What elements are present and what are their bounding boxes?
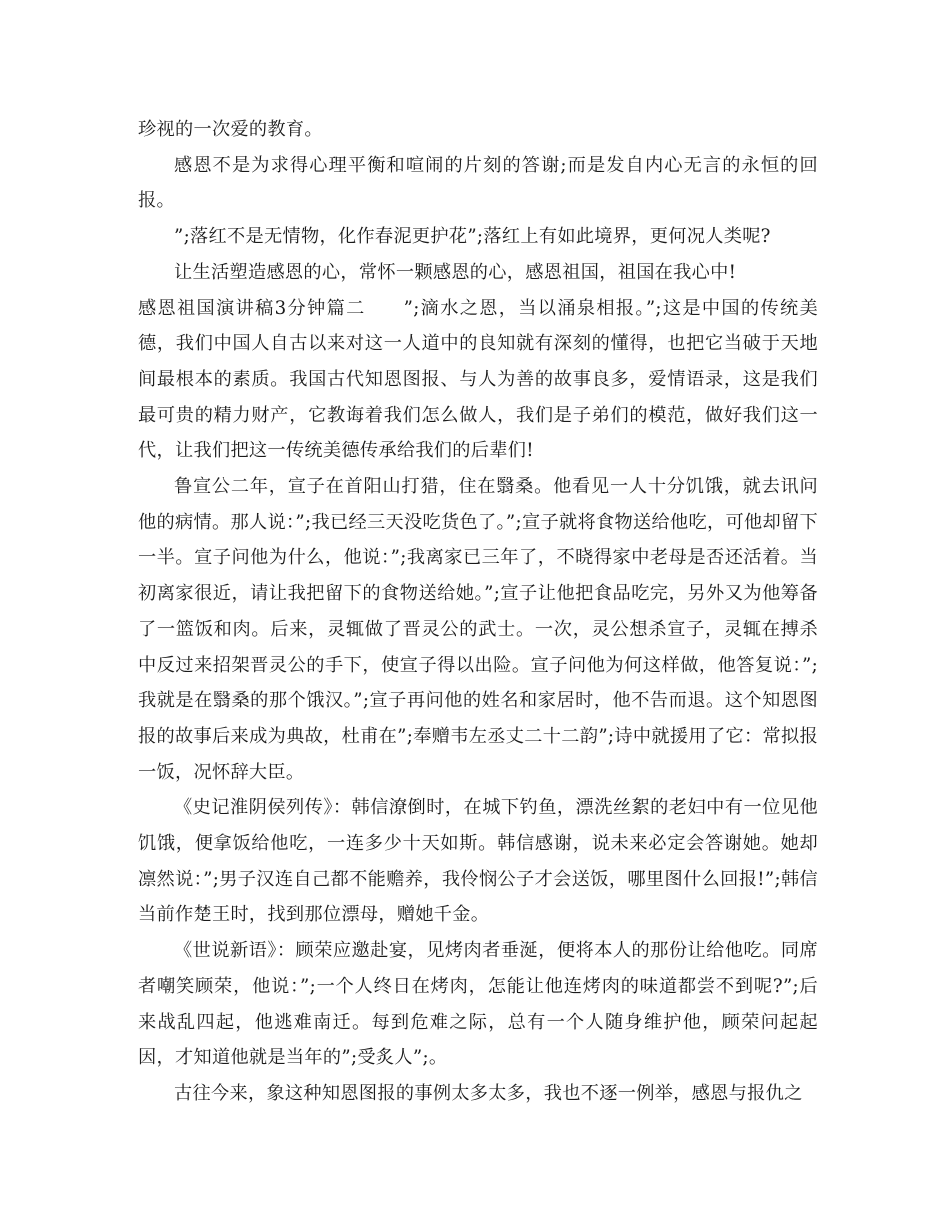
paragraph-2: 感恩不是为求得心理平衡和喧闹的片刻的答谢;而是发自内心无言的永恒的回报。 — [138, 154, 818, 212]
paragraph-7: 《史记淮阴侯列传》：韩信潦倒时，在城下钓鱼，漂洗丝絮的老妇中有一位见他饥饿，便拿饭给他吃，一连多少十天如斯。韩信感谢，说未来必定会答谢她。她却凛然说：”;男子汉连自己都不能赡养，我伶悯公子才会送饭，哪里图什么回报!”;韩信当前作楚王时，找到那位漂母，赠她千金。 — [138, 797, 818, 926]
paragraph-6: 鲁宣公二年，宣子在首阳山打猎，住在翳桑。他看见一人十分饥饿，就去讯问他的病情。那人说：”;我已经三天没吃货色了。”;宣子就将食物送给他吃，可他却留下一半。宣子问他为什么，他说：”;我离家已三年了，不晓得家中老母是否还活着。当初离家很近，请让我把留下的食物送给她。”;宣子让他把食品吃完，另外又为他筹备了一篮饭和肉。后来，灵辄做了晋灵公的武士。一次，灵公想杀宣子，灵辄在搏杀中反过来招架晋灵公的手下，使宣子得以出险。宣子问他为何这样做，他答复说：”;我就是在翳桑的那个饿汉。”;宣子再问他的姓名和家居时，他不告而退。这个知恩图报的故事后来成为典故，杜甫在”;奉赠韦左丞丈二十二韵”;诗中就援用了它：常拟报一饭，况怀辞大臣。 — [138, 476, 818, 783]
paragraph-8: 《世说新语》：顾荣应邀赴宴，见烤肉者垂涎，便将本人的那份让给他吃。同席者嘲笑顾荣，他说：”;一个人终日在烤肉，怎能让他连烤肉的味道都尝不到呢?”;后来战乱四起，他逃难南迁。每到危难之际，总有一个人随身维护他，顾荣问起起因，才知道他就是当年的”;受炙人”;。 — [138, 940, 818, 1069]
section-heading: 感恩祖国演讲稿3分钟篇二 — [138, 297, 366, 319]
document-body — [138, 112, 818, 1112]
paragraph-4: 让生活塑造感恩的心，常怀一颗感恩的心，感恩祖国，祖国在我心中! — [174, 261, 737, 283]
paragraph-3: ”;落红不是无情物，化作春泥更护花”;落红上有如此境界，更何况人类呢? — [174, 226, 771, 248]
paragraph-5-text: ”;滴水之恩，当以涌泉相报。”;这是中国的传统美德，我们中国人自古以来对这一人道中的良知就有深刻的懂得，也把它当破于天地间最根本的素质。我国古代知恩图报、与人为善的故事良多，爱情语录，这是我们最可贵的精力财产，它教诲着我们怎么做人，我们是子弟们的模范，做好我们这一代，让我们把这一传统美德传承给我们的后辈们! — [138, 297, 819, 462]
paragraph-1: 珍视的一次爱的教育。 — [138, 119, 323, 140]
paragraph-5 — [138, 291, 818, 470]
paragraph-9: 古往今来，象这种知恩图报的事例太多太多，我也不逐一例举，感恩与报仇之 — [174, 1082, 803, 1104]
